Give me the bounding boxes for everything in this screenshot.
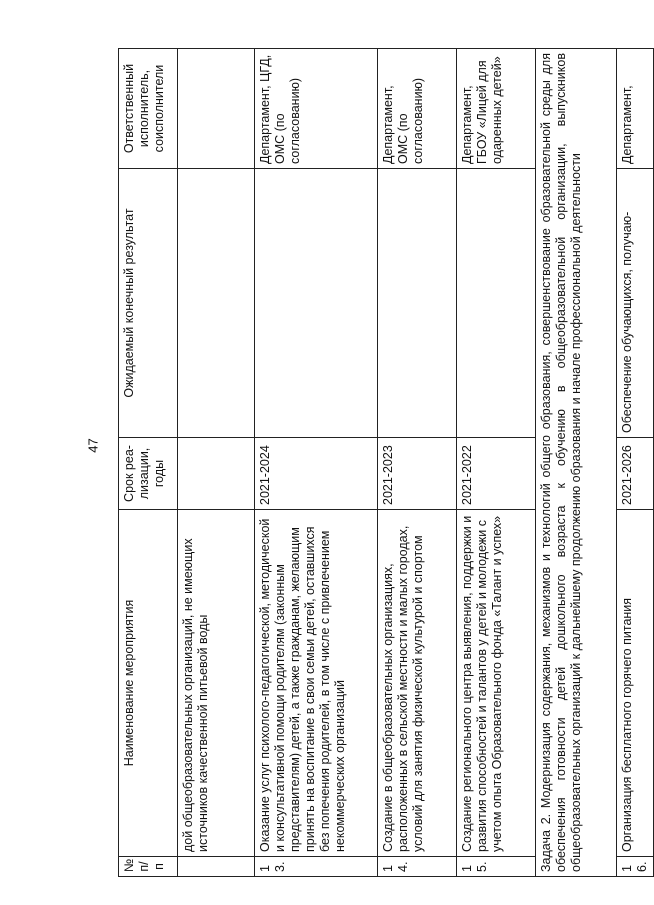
row-result — [378, 169, 457, 438]
row-term: 2021-2026 — [617, 438, 654, 510]
header-num: № п/п — [119, 857, 178, 877]
header-responsible: Ответственный исполнитель, соисполнители — [119, 49, 178, 169]
row-result — [178, 169, 255, 438]
table-row — [617, 49, 654, 877]
task-row — [536, 49, 617, 877]
row-responsible: Департамент, ЦГД, ОМС (по согласованию) — [255, 49, 378, 169]
row-num: 14. — [378, 857, 457, 877]
row-responsible: Департамент, ГБОУ «Лицей для одаренных детей» — [457, 49, 536, 169]
header-result: Ожидаемый конечный результат — [119, 169, 178, 438]
row-num: 13. — [255, 857, 378, 877]
row-term — [178, 438, 255, 510]
row-name: дой общеобразовательных организаций, не имеющих источников качественной питьевой воды — [178, 510, 255, 857]
table-row — [378, 49, 457, 877]
header-term: Срок реа-лизации, годы — [119, 438, 178, 510]
row-result: Обеспечение обучающихся, получаю- — [617, 169, 654, 438]
row-responsible: Департамент, — [617, 49, 654, 169]
page-number: 47 — [85, 438, 101, 453]
table-row — [178, 49, 255, 877]
row-responsible: Департамент, ОМС (по согласованию) — [378, 49, 457, 169]
task-text: Задача 2. Модернизация содержания, механизмов и технологий общего образования, совершенствование образовательной среды для обеспечения готовности детей дошкольного возраста к обучению в общеобразовательной организации, выпускников общеобразовательных организаций к дальнейшему продолжению образования и начале профессиональной деятельности — [536, 49, 617, 877]
row-result — [457, 169, 536, 438]
row-result — [255, 169, 378, 438]
table-header-row — [119, 49, 178, 877]
header-name: Наименование мероприятия — [119, 510, 178, 857]
action-plan-table — [118, 48, 654, 877]
table-row — [255, 49, 378, 877]
row-name: Создание регионального центра выявления, поддержки и развития способностей и талантов у детей и молодежи с учетом опыта Образовательного фонда «Талант и успех» — [457, 510, 536, 857]
table-row — [457, 49, 536, 877]
row-num — [178, 857, 255, 877]
row-name: Создание в общеобразовательных организациях, расположенных в сельской местности и малых городах, условий для занятия физической культурой и спортом — [378, 510, 457, 857]
row-name: Организация бесплатного горячего питания — [617, 510, 654, 857]
rotated-page-content — [118, 49, 649, 877]
row-num: 15. — [457, 857, 536, 877]
row-num: 16. — [617, 857, 654, 877]
row-responsible — [178, 49, 255, 169]
row-term: 2021-2024 — [255, 438, 378, 510]
row-term: 2021-2022 — [457, 438, 536, 510]
row-name: Оказание услуг психолого-педагогической, методической и консультативной помощи родителям (законным представителям) детей, а также гражданам, желающим принять на воспитание в свои семьи детей, оставшихся без попечения родителей, в том числе с привлечением некоммерческих организаций — [255, 510, 378, 857]
row-term: 2021-2023 — [378, 438, 457, 510]
